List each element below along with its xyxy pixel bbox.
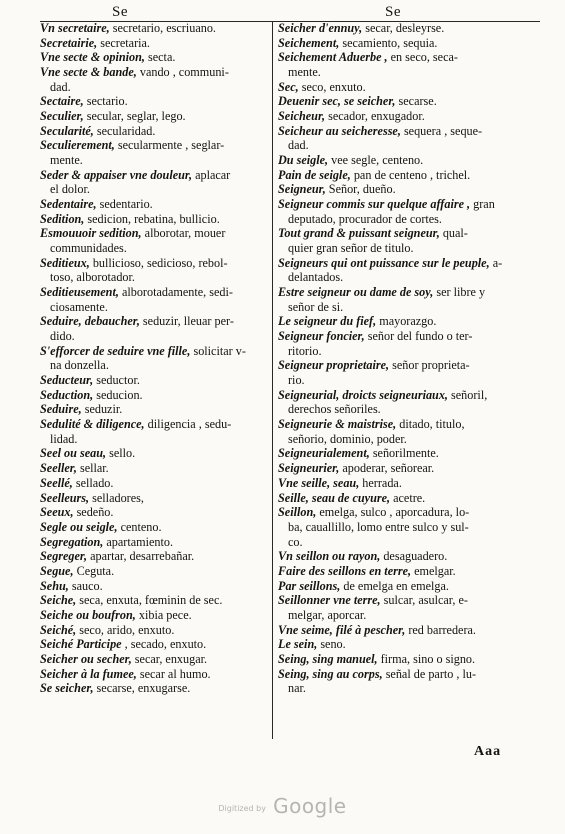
entry-line: [278, 182, 513, 197]
entry-line: [278, 168, 513, 183]
translation: secta.: [144, 50, 176, 65]
entry-line: [40, 138, 275, 153]
entry-line: [40, 256, 275, 271]
entry-line: [40, 329, 275, 344]
translation: alborotadamente, sedi-: [118, 285, 233, 300]
translation: seduzir, lleuar per-: [139, 314, 234, 329]
headword: Vne secte & bande,: [40, 65, 137, 80]
translation: mente.: [288, 65, 321, 80]
entry-line: [40, 314, 275, 329]
entry-line: [278, 314, 513, 329]
headword: Seeller,: [40, 461, 77, 476]
translation: secretaria.: [97, 35, 150, 50]
entry-line: [40, 80, 275, 95]
entry-line: [278, 491, 513, 506]
digitized-watermark: [0, 794, 565, 818]
translation: sedeño.: [73, 505, 114, 520]
headword: Sec,: [278, 79, 299, 94]
headword: Seiché,: [40, 622, 77, 637]
translation: Señor, dueño.: [325, 182, 396, 197]
translation: sellar.: [76, 461, 109, 476]
translation: secar, enxugar.: [131, 651, 208, 666]
entry-line: [40, 344, 275, 359]
translation: seductor.: [93, 373, 140, 388]
translation: diligencia , sedu-: [144, 417, 232, 432]
headword: Secularité,: [40, 123, 94, 138]
headword: Vne seille, seau,: [278, 475, 360, 490]
translation: ser libre y: [433, 285, 486, 300]
entry-line: [40, 491, 275, 506]
headword: Le sein,: [278, 637, 318, 652]
translation: firma, sino o signo.: [377, 651, 476, 666]
translation: a-: [489, 255, 503, 270]
entry-line: [278, 256, 513, 271]
entry-line: [40, 94, 275, 109]
translation: mente.: [50, 153, 83, 168]
entry-line: [40, 461, 275, 476]
entry-line: [40, 667, 275, 682]
entry-line: [278, 535, 513, 550]
entry-line: [40, 652, 275, 667]
entry-line: [40, 373, 275, 388]
headword: S'efforcer de seduire vne fille,: [40, 343, 191, 358]
translation: na donzella.: [50, 358, 109, 373]
headword: Vne seime, filé à pescher,: [278, 622, 406, 637]
translation: seco, enxuto.: [298, 79, 366, 94]
entry-line: [278, 212, 513, 227]
headword: Vn seillon ou rayon,: [278, 549, 381, 564]
headword: Seduction,: [40, 387, 94, 402]
headword: Sectaire,: [40, 94, 84, 109]
running-head-right: Se: [385, 4, 401, 20]
translation: dido.: [50, 329, 75, 344]
entry-line: [40, 300, 275, 315]
headword: Secretairie,: [40, 35, 98, 50]
entry-line: [40, 388, 275, 403]
entry-line: [40, 535, 275, 550]
entry-line: [278, 270, 513, 285]
translation: sello.: [106, 446, 136, 461]
translation: ba, cauallillo, lomo entre sulco y sul-: [288, 519, 469, 534]
entry-line: [278, 65, 513, 80]
headword: Seicheur au seicheresse,: [278, 123, 401, 138]
headword: Seculierement,: [40, 138, 115, 153]
headword: Seichement,: [278, 35, 340, 50]
entry-line: [40, 212, 275, 227]
translation: xibia pece.: [135, 607, 192, 622]
translation: nar.: [288, 681, 306, 696]
translation: vee segle, centeno.: [328, 153, 424, 168]
headword: Seillonner vne terre,: [278, 593, 381, 608]
running-head-left: Se: [112, 4, 128, 20]
translation: seco, arido, enxuto.: [76, 622, 175, 637]
entry-line: [278, 667, 513, 682]
entry-line: [40, 21, 275, 36]
translation: secar, desleyrse.: [362, 21, 445, 35]
entry-line: [40, 197, 275, 212]
entry-line: [278, 241, 513, 256]
translation: emelgar.: [411, 563, 456, 578]
translation: señor de si.: [288, 299, 344, 314]
translation: bullicioso, sedicioso, rebol-: [89, 255, 228, 270]
right-column: [278, 21, 513, 696]
translation: aplacar: [192, 167, 231, 182]
translation: secarse.: [395, 94, 437, 109]
entry-line: [40, 608, 275, 623]
translation: , secado, enxuto.: [121, 637, 207, 652]
entry-line: [40, 358, 275, 373]
headword: Seicher à la fumee,: [40, 666, 137, 681]
translation: vando , communi-: [136, 65, 229, 80]
entry-line: [278, 402, 513, 417]
entry-line: [278, 608, 513, 623]
headword: Seigneurs qui ont puissance sur le peuple,: [278, 255, 490, 270]
left-column: [40, 21, 275, 696]
entry-line: [40, 109, 275, 124]
headword: Le seigneur du fief,: [278, 314, 377, 329]
watermark-logo: Google: [273, 794, 347, 818]
translation: rio.: [288, 373, 305, 388]
headword: Seille, seau de cuyure,: [278, 490, 391, 505]
headword: Seicheur,: [278, 109, 326, 124]
headword: Seder & appaiser vne douleur,: [40, 167, 193, 182]
translation: alborotar, mouer: [141, 226, 226, 241]
translation: ditado, titulo,: [396, 417, 465, 432]
translation: secretario, escriuano.: [109, 21, 216, 35]
entry-line: [278, 417, 513, 432]
headword: Seigneurie & maistrise,: [278, 417, 397, 432]
translation: sauco.: [68, 578, 103, 593]
headword: Seiche ou boufron,: [40, 607, 136, 622]
translation: sedentario.: [96, 197, 153, 212]
translation: herrada.: [359, 475, 402, 490]
entry-line: [278, 138, 513, 153]
headword: Segle ou seigle,: [40, 519, 118, 534]
entry-line: [40, 681, 275, 696]
entry-line: [40, 623, 275, 638]
entry-line: [278, 373, 513, 388]
entry-line: [40, 432, 275, 447]
translation: solicitar v-: [190, 343, 246, 358]
entry-line: [278, 358, 513, 373]
headword: Seiche,: [40, 593, 77, 608]
headword: Seditieusement,: [40, 285, 119, 300]
entry-line: [40, 637, 275, 652]
headword: Sedentaire,: [40, 197, 97, 212]
headword: Seeux,: [40, 505, 74, 520]
headword: Seel ou seau,: [40, 446, 107, 461]
entry-line: [40, 65, 275, 80]
entry-line: [278, 36, 513, 51]
headword: Estre seigneur ou dame de soy,: [278, 285, 434, 300]
headword: Seculier,: [40, 109, 84, 124]
headword: Esmouuoir sedition,: [40, 226, 142, 241]
headword: Seelleurs,: [40, 490, 90, 505]
entry-line: [278, 623, 513, 638]
translation: apartar, desarrebañar.: [87, 549, 195, 564]
headword: Seigneurialement,: [278, 446, 370, 461]
translation: seno.: [317, 637, 346, 652]
translation: qual-: [439, 226, 468, 241]
headword: Par seillons,: [278, 578, 341, 593]
headword: Seigneur commis sur quelque affaire ,: [278, 197, 471, 212]
translation: secular, seglar, lego.: [83, 109, 186, 124]
headword: Sedition,: [40, 211, 85, 226]
headword: Seing, sing manuel,: [278, 651, 378, 666]
headword: Pain de seigle,: [278, 167, 351, 182]
headword: Seichement Aduerbe ,: [278, 50, 388, 65]
entry-line: [278, 344, 513, 359]
translation: señor del fundo o ter-: [364, 329, 473, 344]
translation: señor proprieta-: [389, 358, 470, 373]
headword: Du seigle,: [278, 153, 329, 168]
entry-line: [278, 652, 513, 667]
headword: Segue,: [40, 563, 74, 578]
entry-line: [40, 226, 275, 241]
translation: Ceguta.: [73, 563, 115, 578]
entry-line: [40, 124, 275, 139]
entry-line: [278, 50, 513, 65]
translation: sectario.: [83, 94, 128, 109]
entry-line: [278, 94, 513, 109]
entry-line: [40, 549, 275, 564]
translation: señal de parto , lu-: [382, 666, 477, 681]
translation: dad.: [288, 138, 309, 153]
entry-line: [278, 226, 513, 241]
translation: seca, enxuta, fœminin de sec.: [76, 593, 223, 608]
translation: secamiento, sequia.: [339, 35, 438, 50]
entry-line: [278, 564, 513, 579]
translation: apoderar, señorear.: [339, 461, 435, 476]
headword: Segreger,: [40, 549, 88, 564]
headword: Faire des seillons en terre,: [278, 563, 412, 578]
translation: red barredera.: [405, 622, 476, 637]
entry-line: [278, 285, 513, 300]
translation: delantados.: [288, 270, 344, 285]
translation: secularmente , seglar-: [114, 138, 225, 153]
entry-line: [278, 476, 513, 491]
headword: Seduire,: [40, 402, 82, 417]
translation: desaguadero.: [380, 549, 448, 564]
translation: quier gran señor de titulo.: [288, 241, 414, 256]
translation: ritorio.: [288, 343, 322, 358]
entry-line: [40, 168, 275, 183]
translation: secador, enxugador.: [325, 109, 425, 124]
translation: pan de centeno , trichel.: [350, 167, 471, 182]
entry-line: [278, 432, 513, 447]
headword: Seing, sing au corps,: [278, 666, 383, 681]
headword: Seigneurier,: [278, 461, 340, 476]
headword: Seigneur proprietaire,: [278, 358, 390, 373]
entry-line: [40, 402, 275, 417]
headword: Seiché Participe: [40, 637, 122, 652]
translation: apartamiento.: [103, 534, 174, 549]
translation: gran: [470, 197, 495, 212]
entry-line: [278, 681, 513, 696]
headword: Seigneur,: [278, 182, 326, 197]
entry-line: [278, 80, 513, 95]
translation: ciosamente.: [50, 299, 108, 314]
entry-line: [278, 329, 513, 344]
headword: Seditieux,: [40, 255, 90, 270]
entry-line: [40, 182, 275, 197]
headword: Seigneurial, droicts seigneuriaux,: [278, 387, 448, 402]
entry-line: [40, 36, 275, 51]
translation: señorilmente.: [369, 446, 439, 461]
entry-line: [40, 564, 275, 579]
translation: emelga, sulco , aporcadura, lo-: [316, 505, 470, 520]
entry-line: [40, 153, 275, 168]
entry-line: [40, 285, 275, 300]
translation: derechos señoriles.: [288, 402, 381, 417]
entry-line: [278, 109, 513, 124]
entry-line: [40, 593, 275, 608]
entry-line: [40, 241, 275, 256]
translation: dad.: [50, 79, 71, 94]
translation: secarse, enxugarse.: [93, 681, 191, 696]
translation: acetre.: [390, 490, 426, 505]
translation: secar al humo.: [136, 666, 211, 681]
catchword: Aaa: [474, 744, 502, 759]
headword: Se seicher,: [40, 681, 94, 696]
entry-line: [278, 388, 513, 403]
headword: Seducteur,: [40, 373, 94, 388]
headword: Segregation,: [40, 534, 104, 549]
headword: Deuenir sec, se seicher,: [278, 94, 396, 109]
headword: Seigneur foncier,: [278, 329, 365, 344]
translation: lidad.: [50, 431, 78, 446]
entry-line: [278, 153, 513, 168]
headword: Seduire, debaucher,: [40, 314, 140, 329]
entry-line: [40, 446, 275, 461]
translation: melgar, aporcar.: [288, 607, 367, 622]
entry-line: [40, 505, 275, 520]
entry-line: [40, 270, 275, 285]
translation: en seco, seca-: [387, 50, 458, 65]
entry-line: [278, 300, 513, 315]
entry-line: [278, 21, 513, 36]
entry-line: [40, 520, 275, 535]
translation: toso, alborotador.: [50, 270, 135, 285]
headword: Vn secretaire,: [40, 21, 110, 35]
translation: co.: [288, 534, 303, 549]
headword: Seicher d'ennuy,: [278, 21, 363, 35]
translation: mayorazgo.: [376, 314, 437, 329]
translation: señorio, dominio, poder.: [288, 431, 407, 446]
headword: Seicher ou secher,: [40, 651, 132, 666]
translation: señoril,: [447, 387, 488, 402]
translation: sulcar, asulcar, e-: [380, 593, 468, 608]
entry-line: [40, 476, 275, 491]
translation: sedicion, rebatina, bullicio.: [84, 211, 220, 226]
entry-line: [278, 124, 513, 139]
headword: Sehu,: [40, 578, 69, 593]
entry-line: [278, 637, 513, 652]
watermark-prefix: Digitized by: [218, 804, 266, 813]
translation: el dolor.: [50, 182, 90, 197]
entry-line: [278, 446, 513, 461]
headword: Seellé,: [40, 475, 73, 490]
entry-line: [278, 593, 513, 608]
entry-line: [278, 579, 513, 594]
translation: deputado, procurador de cortes.: [288, 211, 442, 226]
entry-line: [40, 50, 275, 65]
entry-line: [278, 461, 513, 476]
translation: seduzir.: [81, 402, 123, 417]
translation: de emelga en emelga.: [340, 578, 449, 593]
entry-line: [278, 505, 513, 520]
headword: Sedulité & diligence,: [40, 417, 145, 432]
headword: Vne secte & opinion,: [40, 50, 145, 65]
translation: centeno.: [117, 519, 162, 534]
entry-line: [40, 417, 275, 432]
translation: sellado.: [72, 475, 114, 490]
translation: selladores,: [89, 490, 144, 505]
headword: Tout grand & puissant seigneur,: [278, 226, 440, 241]
entry-line: [278, 549, 513, 564]
translation: sequera , seque-: [400, 123, 483, 138]
translation: communidades.: [50, 241, 127, 256]
translation: secularidad.: [93, 123, 156, 138]
headword: Seillon,: [278, 505, 317, 520]
translation: seducion.: [93, 387, 143, 402]
entry-line: [40, 579, 275, 594]
entry-line: [278, 197, 513, 212]
entry-line: [278, 520, 513, 535]
